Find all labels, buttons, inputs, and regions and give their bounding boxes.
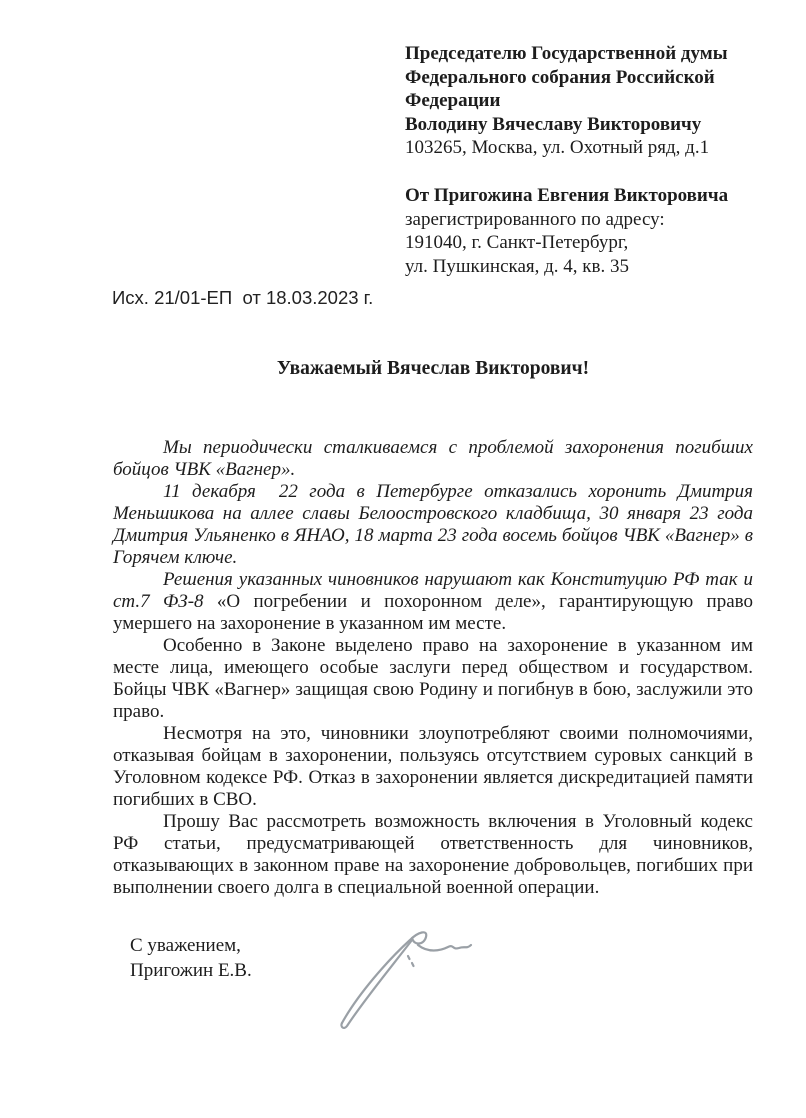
recipient-line: Председателю Государственной думы: [405, 43, 728, 64]
sender-line: 191040, г. Санкт-Петербург,: [405, 232, 629, 253]
signature-scribble: [318, 922, 483, 1042]
paragraph-segment: Особенно в Законе выделено право на захоронение в указанном им месте лица, имеющего особые заслуги перед обществом и государством. Бойцы ЧВК «Вагнер» защищая свою Родину и погибнув в бою, заслужили это право.: [113, 635, 758, 722]
closing-name: Пригожин Е.В.: [130, 960, 252, 981]
recipient-address-block: [405, 42, 775, 160]
paragraph: [113, 569, 758, 635]
sender-line: От Пригожина Евгения Викторовича: [405, 185, 729, 206]
paragraph-segment: Прошу Вас рассмотреть возможность включения в Уголовный кодекс РФ статьи, предусматривающей ответственность для чиновников, отказывающих в законном праве на захоронение добровольцев, погибших при выполнении своего долга в специальной военной операции.: [113, 811, 758, 898]
paragraph-segment: Несмотря на это, чиновники злоупотребляют своими полномочиями, отказывая бойцам в захоронении, пользуясь отсутствием суровых санкций в Уголовном кодексе РФ. Отказ в захоронении является дискредитацией памяти погибших в СВО.: [113, 723, 758, 810]
sender-address-block: [405, 184, 775, 278]
closing-regards: С уважением,: [130, 935, 241, 956]
paragraph-segment: 11 декабря 22 года в Петербурге отказались хоронить Дмитрия Меньшикова на аллее славы Белоостровского кладбища, 30 января 23 года Дмитрия Ульяненко в ЯНАО, 18 марта 23 года восемь бойцов ЧВК «Вагнер» в Горячем ключе.: [113, 481, 758, 568]
paragraph: [113, 723, 758, 811]
paragraph: [113, 437, 758, 481]
sender-line: зарегистрированного по адресу:: [405, 208, 665, 230]
recipient-line: Федерации: [405, 90, 501, 111]
paragraph: [113, 481, 758, 569]
paragraph-segment: Мы периодически сталкиваемся с проблемой захоронения погибших бойцов ЧВК «Вагнер».: [113, 437, 758, 480]
recipient-address-line: 103265, Москва, ул. Охотный ряд, д.1: [405, 137, 710, 158]
sender-line: ул. Пушкинская, д. 4, кв. 35: [405, 255, 629, 277]
paragraph-segment: «О погребении и похоронном деле», гарантирующую право умершего на захоронение в указанном им месте.: [113, 591, 758, 634]
recipient-line: Володину Вячеславу Викторовичу: [405, 113, 702, 135]
closing-block: [130, 933, 252, 983]
paragraph: [113, 635, 758, 723]
reference-number: Исх. 21/01-ЕП от 18.03.2023 г.: [112, 287, 374, 308]
letter-body: [113, 437, 758, 899]
paragraph-segment: Решения указанных чиновников нарушают как Конституцию РФ так и ст.7 ФЗ-8: [113, 569, 758, 612]
salutation: Уважаемый Вячеслав Викторович!: [276, 358, 590, 379]
recipient-line: Федерального собрания Российской: [405, 66, 715, 88]
signature-icon: [318, 922, 483, 1042]
paragraph: [113, 811, 758, 899]
